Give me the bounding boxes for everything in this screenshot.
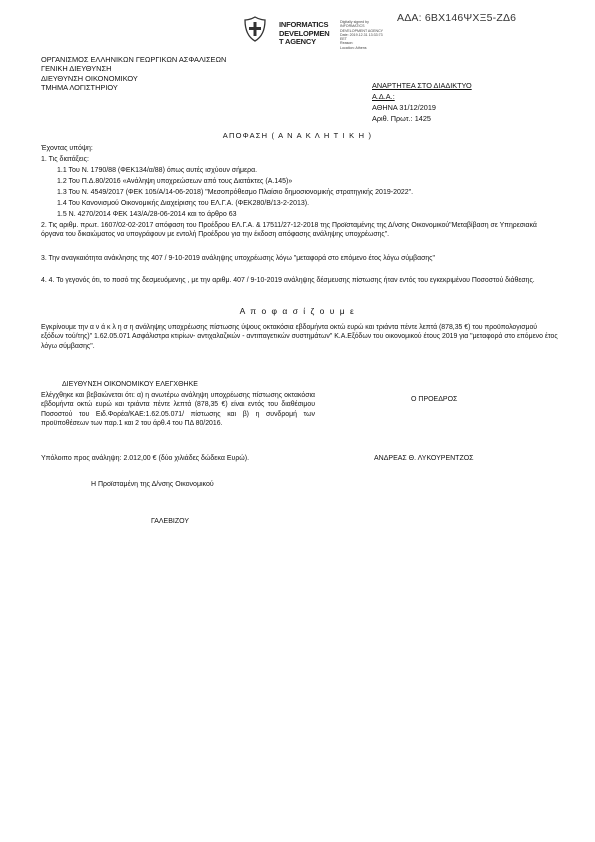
control-paragraph: Ελέγχθηκε και βεβαιώνεται ότι: α) η ανωτέρω ανάληψη υποχρέωσης πίστωσης οκτακόσια εβδομήντα οκτώ ευρώ και τριάντα πέντε λεπτά (878,35 €) είναι εντός του διαθέσιμου Ποσοστού του Ειδ.Φορέα/ΚΑΕ:1.62.05.071/ πίστωσης και β) η συνδρομή των προϋποθέσεων των παρ.1 και 2 του άρθ.4 του ΠΔ 80/2016. <box>41 392 315 428</box>
ada-code: ΑΔΑ: 6ΒΧ146ΨΧΞ5-ΖΔ6 <box>397 12 517 24</box>
item-2-paragraph: 2. Τις αριθμ. πρωτ. 1607/02-02-2017 απόφαση του Προέδρου ΕΛ.Γ.Α. & 17511/27-12-2018 της Προϊσταμένης της Δ/νσης Οικονομικού"Μεταβίβαση σε Υπηρεσιακά όργανα του δικαιώματος να υπογράφουν με εντολή Προέδρου για την έκδοση απόφασης ανάληψης υποχρέωσης". <box>41 222 537 239</box>
decision-heading: Α π ο φ α σ ί ζ ο υ μ ε <box>239 306 356 316</box>
president-label: Ο ΠΡΟΕΔΡΟΣ <box>411 396 458 403</box>
director-title: Η Προϊσταμένη της Δ/νσης Οικονομικού <box>91 481 214 488</box>
document-title: ΑΠΟΦΑΣΗ ( Α Ν Α Κ Λ Η Τ Ι Κ Η ) <box>222 131 373 140</box>
law-reference: 1.4 Του Κανονισμού Οικονομικής Διαχείρισης του ΕΛ.Γ.Α. (ΦΕΚ280/Β/13-2-2013). <box>57 200 310 207</box>
intro-line: Έχοντας υπόψη: <box>41 145 93 152</box>
signature-detail-line: DEVELOPMENT AGENCY <box>340 28 384 33</box>
document-date: ΑΘΗΝΑ 31/12/2019 <box>372 103 436 112</box>
law-reference: 1.5 Ν. 4270/2014 ΦΕΚ 143/Α/28-06-2014 και το άρθρο 63 <box>57 211 237 218</box>
signature-detail-line: EET <box>340 37 347 42</box>
law-reference: 1.2 Του Π.Δ.80/2016 «Ανάληψη υποχρεώσεων από τους Διατάκτες (Α.145)» <box>57 178 293 185</box>
signature-detail-line: INFORMATICS <box>340 24 365 29</box>
org-line: ΤΜΗΜΑ ΛΟΓΙΣΤΗΡΙΟΥ <box>41 83 118 93</box>
director-name: ΓΑΛΕΒΙΖΟΥ <box>151 518 190 525</box>
org-line: ΓΕΝΙΚΗ ΔΙΕΥΘΥΝΣΗ <box>41 64 112 74</box>
ada-label: Α.Δ.Α.: <box>372 92 395 101</box>
document-meta <box>372 80 472 124</box>
signature-detail-line: Reason: <box>340 41 354 46</box>
remaining-amount: Υπόλοιπο προς ανάληψη: 2.012,00 € (δύο χιλιάδες δώδεκα Ευρώ). <box>41 455 250 462</box>
signature-agency-line: DEVELOPMEN <box>279 28 330 38</box>
org-line: ΟΡΓΑΝΙΣΜΟΣ ΕΛΛΗΝΙΚΩΝ ΓΕΩΡΓΙΚΩΝ ΑΣΦΑΛΙΣΕΩΝ <box>41 55 227 64</box>
signature-agency-name <box>279 21 330 47</box>
president-name: ΑΝΔΡΕΑΣ Θ. ΛΥΚΟΥΡΕΝΤΖΟΣ <box>374 455 474 462</box>
signature-detail-line: Digitally signed by <box>340 20 369 24</box>
signature-detail-line: Date: 2019.12.31 13:33:73 <box>340 32 383 37</box>
org-line: ΔΙΕΥΘΥΝΣΗ ΟΙΚΟΝΟΜΙΚΟΥ <box>41 73 138 83</box>
signature-agency-line: INFORMATICS <box>279 20 329 29</box>
decision-paragraph: Εγκρίνουμε την α ν ά κ λ η σ η ανάληψης υποχρέωσης πίστωσης ύψους οκτακόσια εβδομήντα οκτώ ευρώ και τριάντα πέντε λεπτά (878,35 €) του προϋπολογισμού εξόδων τού/της)" 1.62.05.071 Ασφάλιστρα κτιρίων- αντιχαλαζικών - αντιπαγετικών συστημάτων" Κ.Α.Εξόδων του οικονομικού έτους 2019 για "μεταφορά στο επόμενο έτος λόγω σύμβασης". <box>41 324 558 350</box>
greek-emblem-icon <box>243 16 267 42</box>
protocol-number: Αριθ. Πρωτ.: 1425 <box>372 114 431 123</box>
signature-agency-line: T AGENCY <box>279 37 316 46</box>
law-reference: 1.3 Του Ν. 4549/2017 (ΦΕΚ 105/Α/14-06-2018) "Μεσοπρόθεσμο Πλαίσιο δημοσιονομικής στρατηγικής 2019-2022". <box>57 189 414 196</box>
signature-detail-line: Location: Athens <box>340 45 367 50</box>
digital-signature-details <box>340 20 383 50</box>
item-3-paragraph: 3. Την αναγκαιότητα ανάκλησης της 407 / 9-10-2019 ανάληψης υποχρέωσης λόγω "μεταφορά στο επόμενο έτος λόγω σύμβασης" <box>41 255 435 262</box>
item-4-paragraph: 4. 4. Το γεγονός ότι, το ποσό της δεσμευόμενης , με την αριθμ. 407 / 9-10-2019 ανάληψης δέσμευσης πίστωσης ήταν εντός του εγκεκριμένου Ποσοστού διάθεσης. <box>41 277 535 284</box>
law-reference: 1.1 Του Ν. 1790/88 (ΦΕΚ134/α/88) όπως αυτές ισχύουν σήμερα. <box>57 167 258 174</box>
post-online-label: ΑΝΑΡΤΗΤΕΑ ΣΤΟ ΔΙΑΔΙΚΤΥΟ <box>372 81 472 90</box>
organization-block <box>41 55 226 93</box>
control-heading: ΔΙΕΥΘΥΝΣΗ ΟΙΚΟΝΟΜΙΚΟΥ ΕΛΕΓΧΘΗΚΕ <box>62 381 198 388</box>
item-1-heading: 1. Τις διατάξεις: <box>41 156 89 163</box>
